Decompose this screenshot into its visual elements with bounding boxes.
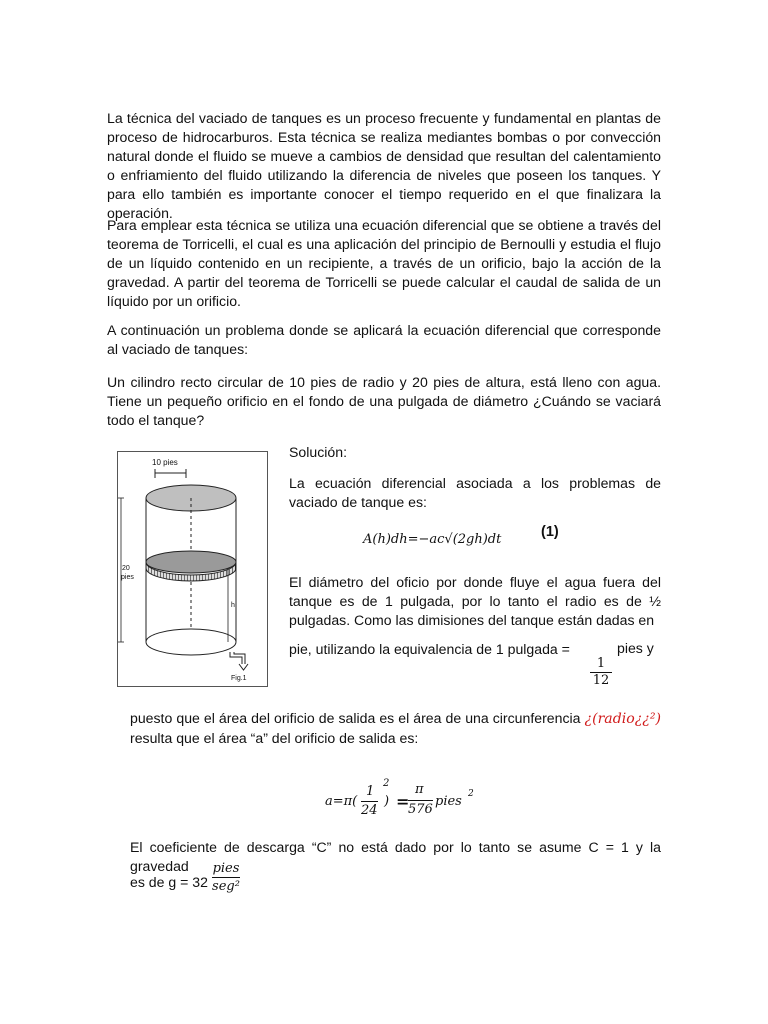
height-label-unit: pies (121, 574, 134, 581)
radius-label: 10 pies (152, 458, 178, 467)
pies-y-text: pies y (617, 640, 654, 656)
area-eq-pies-exponent: 2 (468, 789, 474, 799)
diameter-paragraph: El diámetro del oficio por donde fluye el agua fuera del tanque es de 1 pulgada, por lo tanto el radio es de ½ pulgadas. Como las dimisiones del tanque están dadas en (289, 574, 661, 628)
gravity-text: es de g = 32 (130, 874, 208, 890)
intro-paragraph-2: Para emplear esta técnica se utiliza una ecuación diferencial que se obtiene a través del teorema de Torricelli, el cual es una aplicación del principio de Bernoulli y estudia el flujo de un líquido contenido en un recipiente, a través de un orificio, bajo la acción de la gravedad. A partir del teorema de Torricelli se puede calcular el caudal de salida de un líquido por un orificio. (107, 217, 661, 309)
height-label-number: 20 (122, 565, 130, 572)
area-eq-lhs: a=π( (325, 794, 358, 809)
area-eq-numerator: 1 (366, 784, 375, 799)
orifice-text-after: resulta que el área “a” del orificio de salida es: (130, 730, 419, 746)
gravity-units-denominator: seg² (212, 879, 240, 894)
area-eq-pi: π (415, 782, 424, 797)
fraction-denominator: 12 (590, 672, 612, 689)
orifice-area-paragraph (130, 709, 661, 748)
intro-paragraph-3: A continuación un problema donde se aplicará la ecuación diferencial que corresponde al vaciado de tanques: (107, 322, 661, 357)
inch-to-foot-fraction (590, 656, 612, 689)
cylinder-diagram (118, 452, 269, 688)
gravity-units-numerator: pies (212, 861, 240, 876)
equation-number: (1) (541, 524, 559, 540)
fraction-numerator: 1 (596, 656, 606, 671)
area-eq-close: ) (384, 794, 390, 809)
area-eq-equals: = (396, 792, 410, 811)
gravity-units-fraction (212, 860, 240, 895)
figure-caption: Fig.1 (231, 675, 247, 682)
area-eq-576: 576 (408, 802, 433, 817)
radius-squared-expression: ¿(radio¿¿²) (584, 711, 661, 727)
intro-paragraph-1: La técnica del vaciado de tanques es un proceso frecuente y fundamental en plantas de proceso de hidrocarburos. Esta técnica se realiza mediantes bombas o por convección natural donde el fluido se mueve a cambios de densidad que resultan del calentamiento o enfriamiento del fluido utilizando la diferencia de niveles que poseen los tanques. Y para ello también es importante conocer el tiempo requerido en el que finalizara la operación. (107, 110, 661, 221)
area-eq-exponent: 2 (383, 778, 390, 789)
differential-equation: A(h)dh=−ac√(2gh)dt (363, 532, 502, 547)
h-label: h (231, 602, 235, 609)
area-eq-denominator: 24 (361, 803, 378, 818)
coefficient-paragraph: El coeficiente de descarga “C” no está dado por lo tanto se asume C = 1 y la gravedad (130, 839, 661, 874)
equation-intro: La ecuación diferencial asociada a los problemas de vaciado de tanque es: (289, 475, 661, 510)
area-eq-pies: pies (435, 794, 462, 809)
problem-statement: Un cilindro recto circular de 10 pies de radio y 20 pies de altura, está lleno con agua. Tiene un pequeño orificio en el fondo de una pulgada de diámetro ¿Cuándo se vaciará todo el tanque? (107, 374, 661, 428)
tank-figure (117, 451, 268, 687)
orifice-text-before: puesto que el área del orificio de salida es el área de una circunferencia (130, 710, 585, 726)
conversion-text: pie, utilizando la equivalencia de 1 pulgada = (289, 641, 570, 657)
solution-label: Solución: (289, 444, 347, 460)
